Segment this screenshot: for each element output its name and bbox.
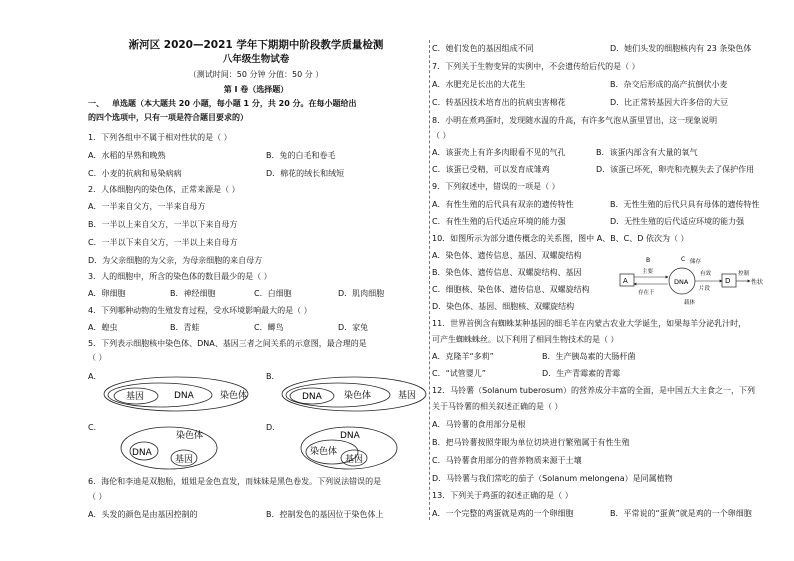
q2-stem: 2．人体细胞内的染色体，正常来源是（ ）	[88, 185, 240, 194]
q1-opt-d[interactable]: D．棉花的绒长和绒短	[266, 169, 345, 178]
q6-opt-a[interactable]: A．头发的颜色是由基因控制的	[88, 510, 198, 519]
q7-opt-b[interactable]: B．杂交后形成的高产抗倒伏小麦	[610, 80, 728, 89]
q8-stem-2: （ ）	[432, 131, 451, 140]
q10-opt-a[interactable]: A．染色体、遗传信息、基因、双螺旋结构	[432, 251, 582, 260]
q10-opt-c[interactable]: C．细胞核、染色体、遗传信息、双螺旋结构	[432, 285, 590, 294]
q5-diagram-d	[294, 424, 404, 472]
map-dna: DNA	[674, 278, 689, 286]
diag-a-gene: 基因	[126, 392, 145, 402]
exam-meta: （测试时间：50 分钟 分值：50 分 ）	[188, 70, 324, 79]
exam-title: 淅河区 2020—2021 学年下期期中阶段教学质量检测	[128, 39, 384, 51]
q9-opt-b[interactable]: B．无性生殖的后代只具有母体的遗传特性	[610, 200, 760, 209]
diag-b-dna: DNA	[302, 392, 322, 402]
q12-stem-2: 关于马铃薯的相关叙述正确的是（ ）	[432, 402, 563, 411]
q11-opt-b[interactable]: B．生产胰岛素的大肠杆菌	[542, 352, 636, 361]
diag-c-chrom: 染色体	[176, 431, 204, 441]
q7-opt-a[interactable]: A．水肥充足长出的大花生	[432, 80, 526, 89]
q5-opt-a[interactable]: A．	[88, 372, 102, 381]
q4-stem: 4．下列哪种动物的生殖发育过程，受水环境影响最大的是（ ）	[88, 306, 312, 315]
q1-opt-c[interactable]: C．小麦的抗病和易染病病	[88, 169, 182, 178]
q3-opt-b[interactable]: B．神经细胞	[170, 289, 216, 298]
q2-opt-c[interactable]: C．一半以下来自父方，一半以上来自母方	[88, 238, 238, 247]
q5-opt-d[interactable]: D．	[266, 423, 281, 432]
q2-opt-b[interactable]: B．一半以上来自父方，一半以下来自母方	[88, 220, 238, 229]
q1-stem: 1．下列各组中不属于相对性状的是（ ）	[88, 133, 232, 142]
diag-c-gene: 基因	[175, 455, 194, 465]
q13-opt-a[interactable]: A．一个完整的鸡蛋就是鸡的一个卵细胞	[432, 509, 574, 518]
q3-opt-c[interactable]: C．白细胞	[254, 289, 292, 298]
q6-opt-d[interactable]: D．她们头发的细胞核内有 23 条染色体	[610, 44, 752, 53]
q3-stem: 3．人的细胞中，所含的染色体的数目最少的是（ ）	[88, 272, 272, 281]
q5-opt-c[interactable]: C．	[88, 423, 102, 432]
q11-opt-d[interactable]: D．生产青霉素的青霉	[542, 369, 621, 378]
q5-diagram-c	[114, 424, 224, 472]
diag-d-gene: 基因	[345, 455, 364, 465]
q3-opt-a[interactable]: A．卵细胞	[88, 289, 126, 298]
q6-opt-b[interactable]: B．控制发色的基因位于染色体上	[266, 510, 384, 519]
q12-stem: 12．马铃薯（Solanum tuberosum）的营养成分丰富的全面，是中国五大主食之一，下列	[432, 386, 755, 395]
q1-opt-b[interactable]: B．兔的白毛和卷毛	[266, 151, 336, 160]
diag-a-chrom: 染色体	[220, 391, 248, 401]
q2-opt-d[interactable]: D．为父亲细胞的为父亲，为母亲细胞的来自母方	[88, 256, 263, 265]
q6-stem-2: （ ）	[88, 492, 107, 501]
q8-opt-d[interactable]: D．该蛋已坏死，卵壳和壳膜失去了保护作用	[596, 165, 755, 174]
q13-stem: 13．下列关于鸡蛋的叙述正确的是（ ）	[432, 491, 573, 500]
q8-opt-b[interactable]: B．该蛋内部含有大量的氧气	[596, 148, 698, 157]
diag-b-gene: 基因	[398, 391, 417, 401]
q4-opt-d[interactable]: D．家兔	[338, 323, 369, 332]
q2-opt-a[interactable]: A．一半来自父方，一半来自母方	[88, 202, 206, 211]
q4-opt-b[interactable]: B．青蛙	[170, 323, 200, 332]
q11-opt-c[interactable]: C．“试管婴儿”	[432, 369, 486, 378]
map-effect: 有效	[700, 271, 712, 277]
map-store: 储存	[690, 259, 702, 265]
map-control: 控制	[738, 271, 750, 277]
q5-stem: 5．下列表示细胞核中染色体、DNA、基因三者之间关系的示意图，最合理的是	[88, 339, 367, 348]
diag-d-dna: DNA	[340, 431, 360, 441]
q12-opt-d[interactable]: D．马铃薯与我们常吃的茄子（Solanum melongena）是同属植物	[432, 474, 673, 483]
q12-opt-c[interactable]: C．马铃薯食用部分的营养物质来源于土壤	[432, 456, 582, 465]
q10-opt-b[interactable]: B．染色体、遗传信息、双螺旋结构、基因	[432, 268, 582, 277]
q5-diagram-b	[280, 374, 430, 414]
map-label-b: B	[646, 257, 651, 264]
q9-stem: 9．下列叙述中，错误的一项是（ ）	[432, 182, 560, 191]
map-trait: 性状	[751, 279, 764, 286]
diag-d-chrom: 染色体	[310, 447, 338, 457]
q10-opt-d[interactable]: D．染色体、基因、细胞核、双螺旋结构	[432, 302, 575, 311]
map-carrier: 载体	[684, 300, 696, 306]
map-fragment: 片段	[699, 286, 711, 292]
q5-stem-2: （ ）	[88, 353, 107, 362]
q5-diagram-a	[102, 374, 252, 414]
q11-stem-2: 可产生蜘蛛蛛丝。以下利用了相同生物技术的是（ ）	[432, 335, 619, 344]
q1-opt-a[interactable]: A．水稻的早熟和晚熟	[88, 151, 166, 160]
diag-a-dna: DNA	[174, 391, 194, 401]
q8-opt-a[interactable]: A．该蛋壳上有许多肉眼看不见的气孔	[432, 148, 566, 157]
map-box-a: A	[623, 277, 628, 285]
map-label-c: C	[681, 256, 686, 263]
diag-b-chrom: 染色体	[344, 391, 372, 401]
section-label-2: 的四个选项中，只有一项是符合题目要求的）	[88, 113, 248, 122]
q7-opt-d[interactable]: D．比正常转基因大许多倍的大豆	[610, 98, 729, 107]
q13-opt-b[interactable]: B．平常说的“蛋黄”就是鸡的一个卵细胞	[610, 509, 752, 518]
q4-opt-a[interactable]: A．蝗虫	[88, 323, 118, 332]
section-no: 一、	[88, 99, 104, 108]
q8-stem: 8．小明在煮鸡蛋时，发现随水温的升高，有许多气泡从蛋里冒出，这一现象说明	[432, 116, 718, 125]
q7-opt-c[interactable]: C．转基因技术培育出的抗病虫害棉花	[432, 98, 566, 107]
q12-opt-a[interactable]: A．马铃薯的食用部分是根	[432, 420, 526, 429]
q10-stem: 10．如图所示为部分遗传概念的关系图，图中 A、B、C、D 依次为（ ）	[432, 234, 689, 243]
diag-c-dna: DNA	[132, 448, 152, 458]
map-main: 主要	[642, 269, 654, 275]
part-title: 第 I 卷（选择题）	[223, 85, 289, 94]
map-exist: 存在于	[638, 290, 655, 296]
q6-opt-c[interactable]: C．她们发色的基因组成不同	[432, 44, 534, 53]
exam-subtitle: 八年级生物试卷	[222, 54, 290, 65]
q11-stem: 11．世界首例含有蜘蛛某种基因的细毛羊在内蒙古农业大学诞生，如果每羊分泌乳汁时，	[432, 319, 747, 328]
q7-stem: 7．下列关于生物变异的实例中，不会遗传给后代的是（ ）	[432, 62, 640, 71]
q9-opt-c[interactable]: C．有性生殖的后代适应环境的能力强	[432, 217, 566, 226]
q12-opt-b[interactable]: B．把马铃薯按照芽眼为单位切块进行繁殖属于有性生殖	[432, 438, 630, 447]
q11-opt-a[interactable]: A．克隆羊“多莉”	[432, 352, 494, 361]
q10-concept-map	[618, 254, 772, 310]
q3-opt-d[interactable]: D．肌肉细胞	[338, 289, 385, 298]
map-box-d: D	[725, 277, 731, 285]
q8-opt-c[interactable]: C．该蛋已受精，可以发育成雏鸡	[432, 165, 550, 174]
q9-opt-a[interactable]: A．有性生殖的后代具有双亲的遗传特性	[432, 200, 574, 209]
q6-stem: 6．海伦和李迪是双胞胎，姐姐是金色直发，而妹妹是黑色卷发。下列说法错误的是	[88, 477, 382, 486]
q5-opt-b[interactable]: B．	[266, 372, 280, 381]
q9-opt-d[interactable]: D．无性生殖的后代适应环境的能力强	[610, 217, 745, 226]
section-label: 单选题（本大题共 20 小题，每小题 1 分，共 20 分。在每小题给出	[112, 99, 357, 108]
q4-opt-c[interactable]: C．鲫鸟	[254, 323, 284, 332]
column-divider	[429, 40, 430, 520]
